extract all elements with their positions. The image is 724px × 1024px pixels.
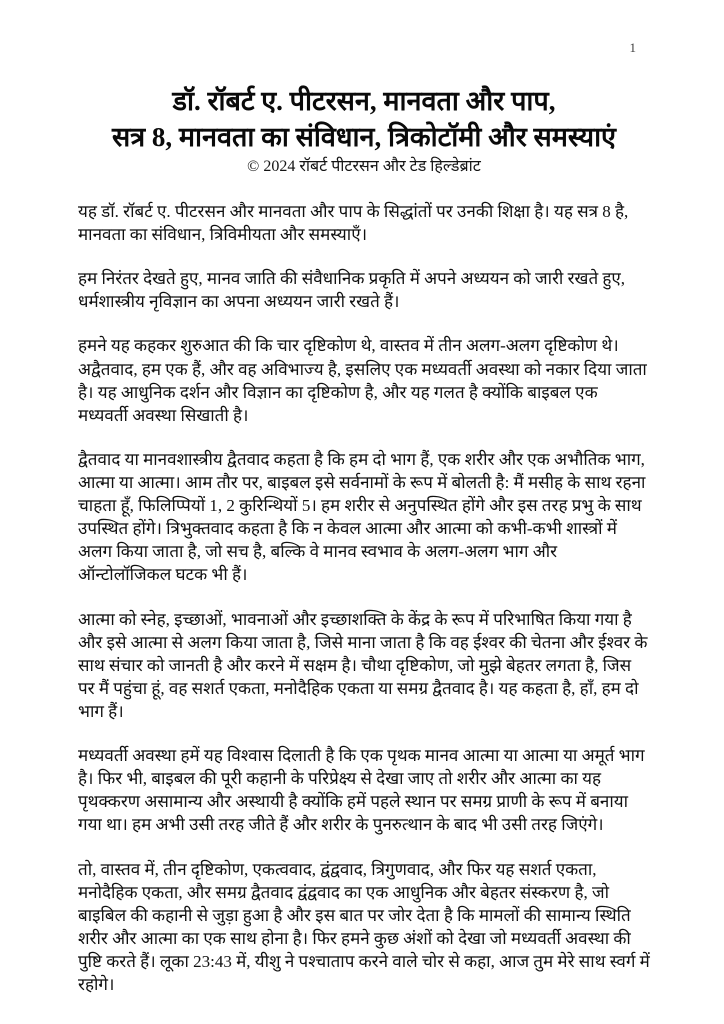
paragraph-7: तो, वास्तव में, तीन दृष्टिकोण, एकत्ववाद, द्वंद्ववाद, त्रिगुणवाद, और फिर यह सशर्त एकता, मनोदैहिक एकता, और समग्र द्वैतवाद द्वंद्ववाद का एक आधुनिक और बेहतर संस्करण है, जो बाइबिल की कहानी से जुड़ा हुआ है और इस बात पर जोर देता है कि मामलों की सामान्य स्थिति शरीर और आत्मा का एक साथ होना है। फिर हमने कुछ अंशों को देखा जो मध्यवर्ती अवस्था की पुष्टि करते हैं। लूका 23:43 में, यीशु ने पश्चाताप करने वाले चोर से कहा, आज तुम मेरे साथ स्वर्ग में रहोगे। [78,859,650,995]
document-body [78,200,650,996]
paragraph-2: हम निरंतर देखते हुए, मानव जाति की संवैधानिक प्रकृति में अपने अध्ययन को जारी रखते हुए, धर्मशास्त्रीय नृविज्ञान का अपना अध्ययन जारी रखते हैं। [78,269,626,312]
copyright-line: © 2024 रॉबर्ट पीटरसन और टेड हिल्डेब्रांट [247,158,481,176]
paragraph-6: मध्यवर्ती अवस्था हमें यह विश्वास दिलाती है कि एक पृथक मानव आत्मा या आत्मा या अमूर्त भाग है। फिर भी, बाइबल की पूरी कहानी के परिप्रेक्ष्य से देखा जाए तो शरीर और आत्मा का यह पृथक्करण असामान्य और अस्थायी है क्योंकि हमें पहले स्थान पर समग्र प्राणी के रूप में बनाया गया था। हम अभी उसी तरह जीते हैं और शरीर के पुनरुत्थान के बाद भी उसी तरह जिएंगे। [78,746,645,835]
paragraph-5: आत्मा को स्नेह, इच्छाओं, भावनाओं और इच्छाशक्ति के केंद्र के रूप में परिभाषित किया गया है और इसे आत्मा से अलग किया जाता है, जिसे माना जाता है कि वह ईश्वर की चेतना और ईश्वर के साथ संचार को जानती है और करने में सक्षम है। चौथा दृष्टिकोण, जो मुझे बेहतर लगता है, जिस पर मैं पहुंचा हूं, वह सशर्त एकता, मनोदैहिक एकता या समग्र द्वैतवाद है। यह कहता है, हाँ, हम दो भाग हैं। [78,609,648,722]
page-number: 1 [629,40,636,55]
title-line-1: डॉ. रॉबर्ट ए. पीटरसन, मानवता और पाप, [172,86,556,116]
paragraph-3: हमने यह कहकर शुरुआत की कि चार दृष्टिकोण थे, वास्तव में तीन अलग-अलग दृष्टिकोण थे। अद्वैतवाद, हम एक हैं, और वह अविभाज्य है, इसलिए एक मध्यवर्ती अवस्था को नकार दिया जाता है। यह आधुनिक दर्शन और विज्ञान का दृष्टिकोण है, और यह गलत है क्योंकि बाइबल एक मध्यवर्ती अवस्था सिखाती है। [78,336,647,425]
paragraph-4: द्वैतवाद या मानवशास्त्रीय द्वैतवाद कहता है कि हम दो भाग हैं, एक शरीर और एक अभौतिक भाग, आत्मा या आत्मा। आम तौर पर, बाइबल इसे सर्वनामों के रूप में बोलती है: मैं मसीह के साथ रहना चाहता हूँ, फिलिप्पियों 1, 2 कुरिन्थियों 5। हम शरीर से अनुपस्थित होंगे और इस तरह प्रभु के साथ उपस्थित होंगे। त्रिभुक्तवाद कहता है कि न केवल आत्मा और आत्मा को कभी-कभी शास्त्रों में अलग किया जाता है, जो सच है, बल्कि वे मानव स्वभाव के अलग-अलग भाग और ऑन्टोलॉजिकल घटक भी हैं। [78,449,646,585]
document-title [78,84,650,155]
title-line-2: सत्र 8, मानवता का संविधान, त्रिकोटॉमी और समस्याएं [111,121,616,152]
paragraph-1: यह डॉ. रॉबर्ट ए. पीटरसन और मानवता और पाप के सिद्धांतों पर उनकी शिक्षा है। यह सत्र 8 है, मानवता का संविधान, त्रिविमीयता और समस्याएँ। [78,202,629,245]
